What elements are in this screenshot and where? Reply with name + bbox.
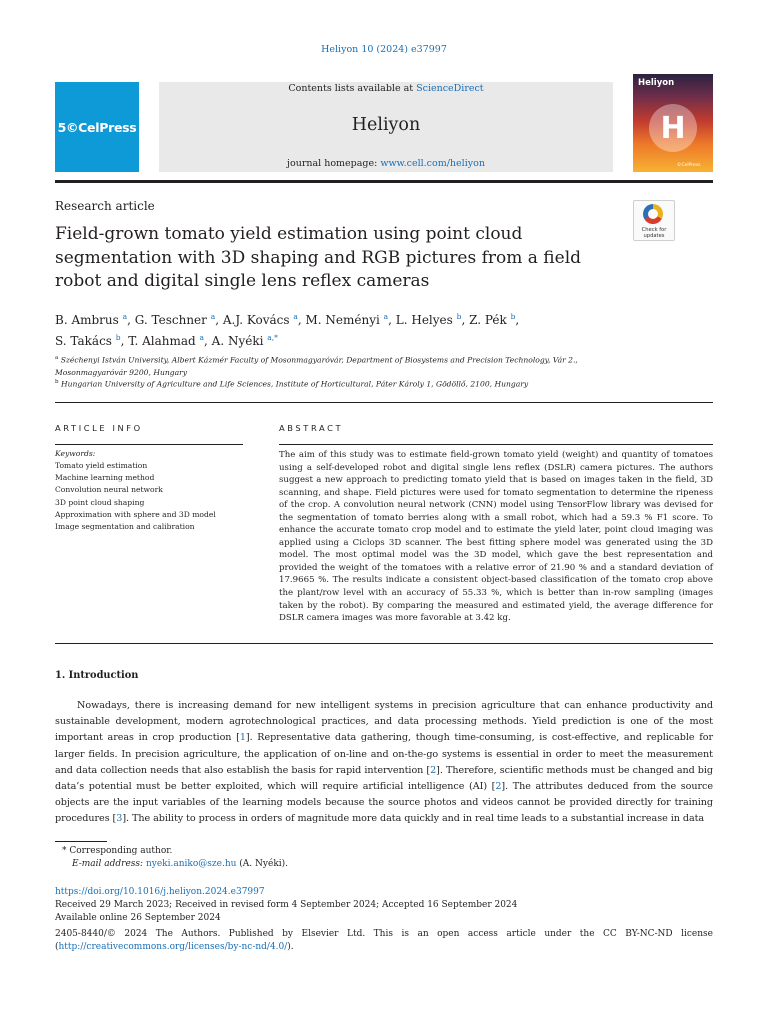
journal-homepage-link[interactable]: www.cell.com/heliyon (380, 158, 485, 169)
cover-title: Heliyon (638, 78, 675, 88)
affiliation-b (55, 376, 615, 391)
license-text: 2405-8440/© 2024 The Authors. Published by Elsevier Ltd. This is an open access article under the CC BY-NC-ND license ( (55, 929, 713, 952)
license-text-end: ). (287, 942, 294, 952)
section-divider (55, 402, 713, 403)
license-statement (55, 928, 713, 954)
journal-reference[interactable]: Heliyon 10 (2024) e37997 (321, 44, 447, 55)
citation-link[interactable]: 2 (495, 781, 502, 793)
author-affil-sup[interactable]: a (383, 312, 389, 321)
author[interactable]: M. Neményi (305, 313, 380, 327)
footnote-rule (55, 841, 107, 842)
email-line (72, 859, 288, 869)
article-type: Research article (55, 199, 155, 213)
abstract-rule (279, 444, 713, 445)
intro-text-segment: ]. Therefore, scientific methods must be changed and big data’s potential must be better exploited, which will require artificial intelligence (AI) [ (55, 764, 714, 793)
email-link[interactable]: nyeki.aniko@sze.hu (145, 859, 237, 869)
keyword-item: Convolution neural network (55, 485, 163, 495)
citation-link[interactable]: 1 (239, 732, 246, 744)
author[interactable]: B. Ambrus (55, 313, 119, 327)
keywords-list (55, 460, 255, 533)
author-affil-sup[interactable]: a (122, 312, 128, 321)
contents-line (159, 83, 613, 94)
author-affil-sup[interactable]: a (199, 333, 205, 342)
received-dates: Received 29 March 2023; Received in revised form 4 September 2024; Accepted 16 September 2024 (55, 900, 518, 910)
author-affil-sup[interactable]: a,* (267, 333, 278, 342)
check-updates-icon-center (648, 209, 658, 219)
author-affil-sup[interactable]: b (510, 312, 516, 321)
cellpress-logo (55, 82, 139, 172)
journal-title: Heliyon (351, 115, 421, 135)
check-updates-label: Check for updates (641, 227, 667, 239)
intro-text-segment: ]. Representative data gathering, though time-consuming, is cost-effective, and replicable for larger fields. In precision agriculture, the application of on-line and on-the-go systems is essential in order to meet the measurement and data collection needs that also establish the basis for rapid intervention [ (55, 732, 713, 776)
citation-link[interactable]: 3 (116, 813, 123, 825)
author-affil-sup[interactable]: b (115, 333, 121, 342)
doi-link[interactable]: https://doi.org/10.1016/j.heliyon.2024.e37997 (55, 887, 265, 897)
sciencedirect-link[interactable]: ScienceDirect (416, 83, 484, 94)
journal-cover-image (633, 74, 713, 172)
check-for-updates-button[interactable] (633, 200, 675, 241)
homepage-prefix: journal homepage: (287, 158, 381, 169)
license-link[interactable]: http://creativecommons.org/licenses/by-nc-nd/4.0/ (58, 942, 288, 952)
author[interactable]: T. Alahmad (128, 334, 196, 348)
author[interactable]: Z. Pék (469, 313, 507, 327)
affiliation-text: Hungarian University of Agriculture and Life Sciences, Institute of Horticultural, Páter Károly 1, Gödöllő, 2100, Hungary (60, 379, 529, 389)
abstract-heading: ABSTRACT (279, 423, 344, 433)
section-divider (55, 643, 713, 644)
author[interactable]: L. Helyes (395, 313, 453, 327)
intro-text-segment: ]. The attributes deduced from the source objects are the input variables of the learning models because the source photos and videos cannot be provided directly for training procedures [ (55, 781, 713, 825)
article-title: Field-grown tomato yield estimation using point cloud segmentation with 3D shaping and RGB pictures from a field robot and digital single lens reflex cameras (55, 224, 582, 291)
corresponding-author-note: * Corresponding author. (62, 846, 173, 856)
affiliation-marker: b (55, 379, 59, 385)
available-online-date: Available online 26 September 2024 (55, 913, 221, 923)
keyword-item: Machine learning method (55, 473, 155, 483)
author-affil-sup[interactable]: a (210, 312, 216, 321)
introduction-body (55, 698, 713, 828)
intro-text-segment: ]. The ability to process in orders of magnitude more data quickly and in real time leads to a substantial increase in data (122, 813, 705, 825)
keyword-item: Image segmentation and calibration (55, 522, 195, 532)
intro-text-segment: Nowadays, there is increasing demand for new intelligent systems in precision agriculture that can enhance productivity and sustainable development, modern agrotechnological practices, and data processing methods. Yield prediction is one of the most important areas in crop production [ (55, 700, 713, 744)
keyword-item: 3D point cloud shaping (55, 497, 145, 507)
article-info-rule (55, 444, 243, 445)
contents-prefix: Contents lists available at (288, 83, 417, 94)
author[interactable]: S. Takács (55, 334, 112, 348)
affiliation-marker: a (55, 355, 59, 361)
affiliation-text: Széchenyi István University, Albert Kázmér Faculty of Mosonmagyaróvár, Department of Biosystems and Precision Technology, Vár 2., Mosonmagyaróvár 9200, Hungary (55, 355, 578, 378)
keyword-item: Tomato yield estimation (55, 461, 148, 470)
journal-masthead (159, 82, 613, 172)
author[interactable]: G. Teschner (134, 313, 207, 327)
author-affil-sup[interactable]: b (456, 312, 462, 321)
cover-h-emblem: H (649, 104, 697, 152)
email-label: E-mail address: (72, 859, 144, 869)
author-affil-sup[interactable]: a (293, 312, 298, 321)
introduction-heading: 1. Introduction (55, 670, 139, 681)
homepage-line (159, 158, 613, 169)
abstract-body: The aim of this study was to estimate field-grown tomato yield (weight) and quantity of tomatoes using a self-developed robot and digital single lens reflex (DSLR) camera pictures. The authors suggest a new approach to predicting tomato yield that is based on images taken in the field, 3D scanning, and shape. Field pictures were used for tomato segmentation to determine the ripeness of the crop. A convolution neural network (CNN) model using TensorFlow library was devised for the segmentation of tomato berries along with a small robot, which had a 59.3 % F1 score. To enhance the accurate tomato crop model and to estimate the yield later, point cloud imaging was applied using a Ciclops 3D scanner. The best fitting sphere model was generated using the 3D model. The most optimal model was the 3D model, which gave the best representation and provided the weight of the tomatoes with a relative error of 21.90 % and a standard deviation of 17.9665 %. The results indicate a consistent object-based classification of the tomato crop above the plant/row level with an accuracy of 55.33 %, which is better than in-row sampling (images taken by the robot). By comparing the measured and estimated yield, the average difference for DSLR camera images was more favorable at 3.42 kg. (279, 450, 713, 624)
author[interactable]: A.J. Kovács (222, 313, 290, 327)
keyword-item: Approximation with sphere and 3D model (55, 509, 216, 519)
author[interactable]: A. Nyéki (211, 334, 264, 348)
author-list: B. Ambrus $^a$, G. Teschner $^a$, A.J. Kovács $^a$, M. Neményi $^a$, L. Helyes $^b$, Z. Pék $^b$, S. Takács $^b$, T. Alahmad $^a$, A. Nyéki $^{a,*}$ (55, 312, 520, 348)
cellpress-logo-text: 5©CelPress (57, 119, 137, 135)
keywords-label: Keywords: (55, 449, 96, 458)
email-owner: (A. Nyéki). (239, 859, 289, 869)
citation-link[interactable]: 2 (430, 764, 437, 776)
cover-publisher: ©CelPress (677, 163, 701, 168)
header-divider (55, 180, 713, 183)
article-info-heading: ARTICLE INFO (55, 423, 143, 433)
